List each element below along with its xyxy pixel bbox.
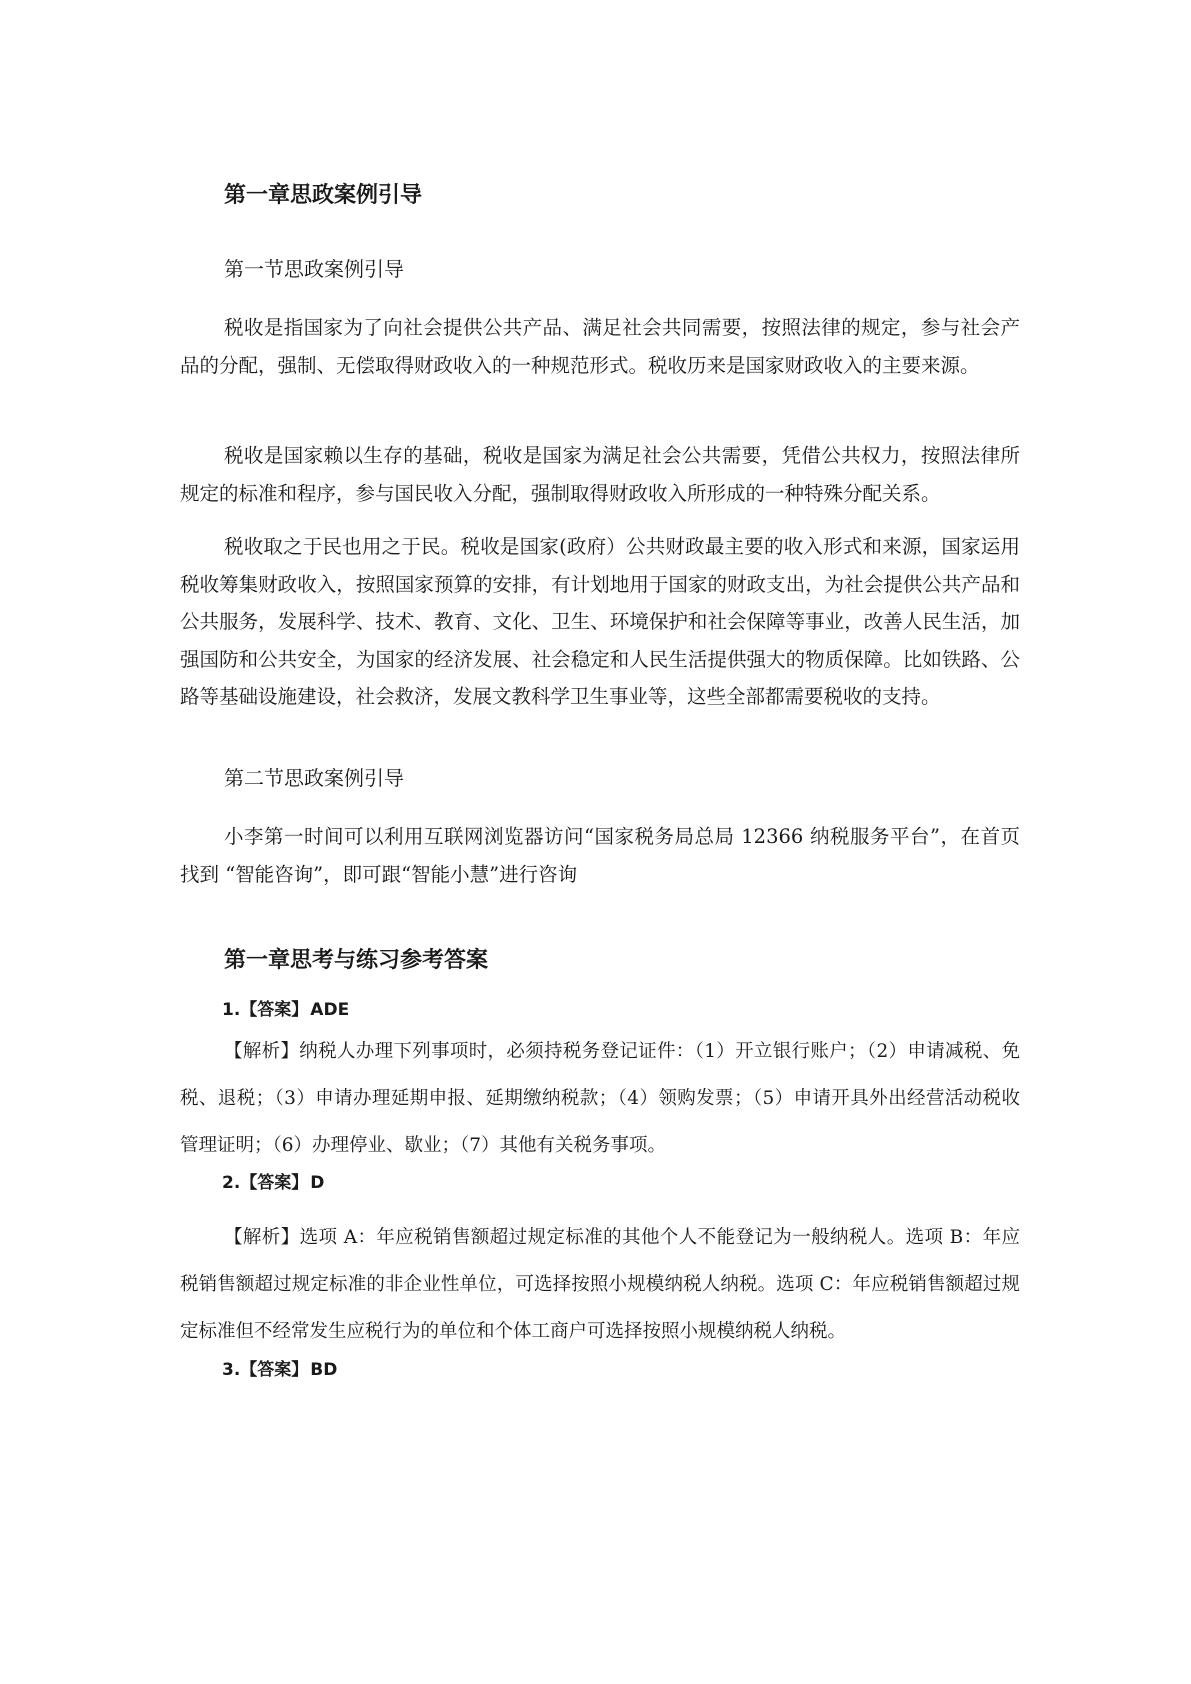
answer-2 xyxy=(180,1170,1062,1196)
answer-2-label: 2.【答案】 xyxy=(222,1173,309,1193)
answer-1-label: 1.【答案】 xyxy=(222,1000,309,1020)
answer-3 xyxy=(180,1357,1062,1383)
answer-1-value: ADE xyxy=(310,1000,350,1020)
section1-paragraph-2: 税收是国家赖以生存的基础，税收是国家为满足社会公共需要，凭借公共权力，按照法律所规定的标准和程序，参与国民收入分配，强制取得财政收入所形成的一种特殊分配关系。 xyxy=(180,444,1020,505)
answer-3-value: BD xyxy=(310,1360,338,1380)
answer-1 xyxy=(180,997,1062,1023)
section1-paragraph-3: 税收取之于民也用之于民。税收是国家(政府）公共财政最主要的收入形式和来源，国家运用税收筹集财政收入，按照国家预算的安排，有计划地用于国家的财政支出，为社会提供公共产品和公共服务，发展科学、技术、教育、文化、卫生、环境保护和社会保障等事业，改善人民生活，加强国防和公共安全，为国家的经济发展、社会稳定和人民生活提供强大的物质保障。比如铁路、公路等基础设施建设，社会救济，发展文教科学卫生事业等，这些全部都需要税收的支持。 xyxy=(180,535,1020,708)
answer-2-analysis: 【解析】选项 A：年应税销售额超过规定标准的其他个人不能登记为一般纳税人。选项 B：年应税销售额超过规定标准的非企业性单位，可选择按照小规模纳税人纳税。选项 C：年应税销售额超过规定标准但不经常发生应税行为的单位和个体工商户可选择按照小规模纳税人纳税。 xyxy=(180,1227,1020,1342)
answer-2-value: D xyxy=(310,1173,325,1193)
section1-title: 第一节思政案例引导 xyxy=(224,257,404,281)
exercise-title: 第一章思考与练习参考答案 xyxy=(224,948,489,973)
chapter-title: 第一章思政案例引导 xyxy=(224,183,423,208)
section2-paragraph: 小李第一时间可以利用互联网浏览器访问“国家税务局总局 12366 纳税服务平台”，在首页找到 “智能咨询”，即可跟“智能小慧”进行咨询 xyxy=(180,825,1020,886)
answer-1-analysis: 【解析】纳税人办理下列事项时，必须持税务登记证件：（1）开立银行账户；（2）申请减税、免税、退税；（3）申请办理延期申报、延期缴纳税款；（4）领购发票；（5）申请开具外出经营活动税收管理证明；（6）办理停业、歇业；（7）其他有关税务事项。 xyxy=(180,1041,1020,1156)
section1-paragraph-1: 税收是指国家为了向社会提供公共产品、满足社会共同需要，按照法律的规定，参与社会产品的分配，强制、无偿取得财政收入的一种规范形式。税收历来是国家财政收入的主要来源。 xyxy=(180,316,1020,377)
answer-3-label: 3.【答案】 xyxy=(222,1360,309,1380)
section2-title: 第二节思政案例引导 xyxy=(224,766,404,790)
